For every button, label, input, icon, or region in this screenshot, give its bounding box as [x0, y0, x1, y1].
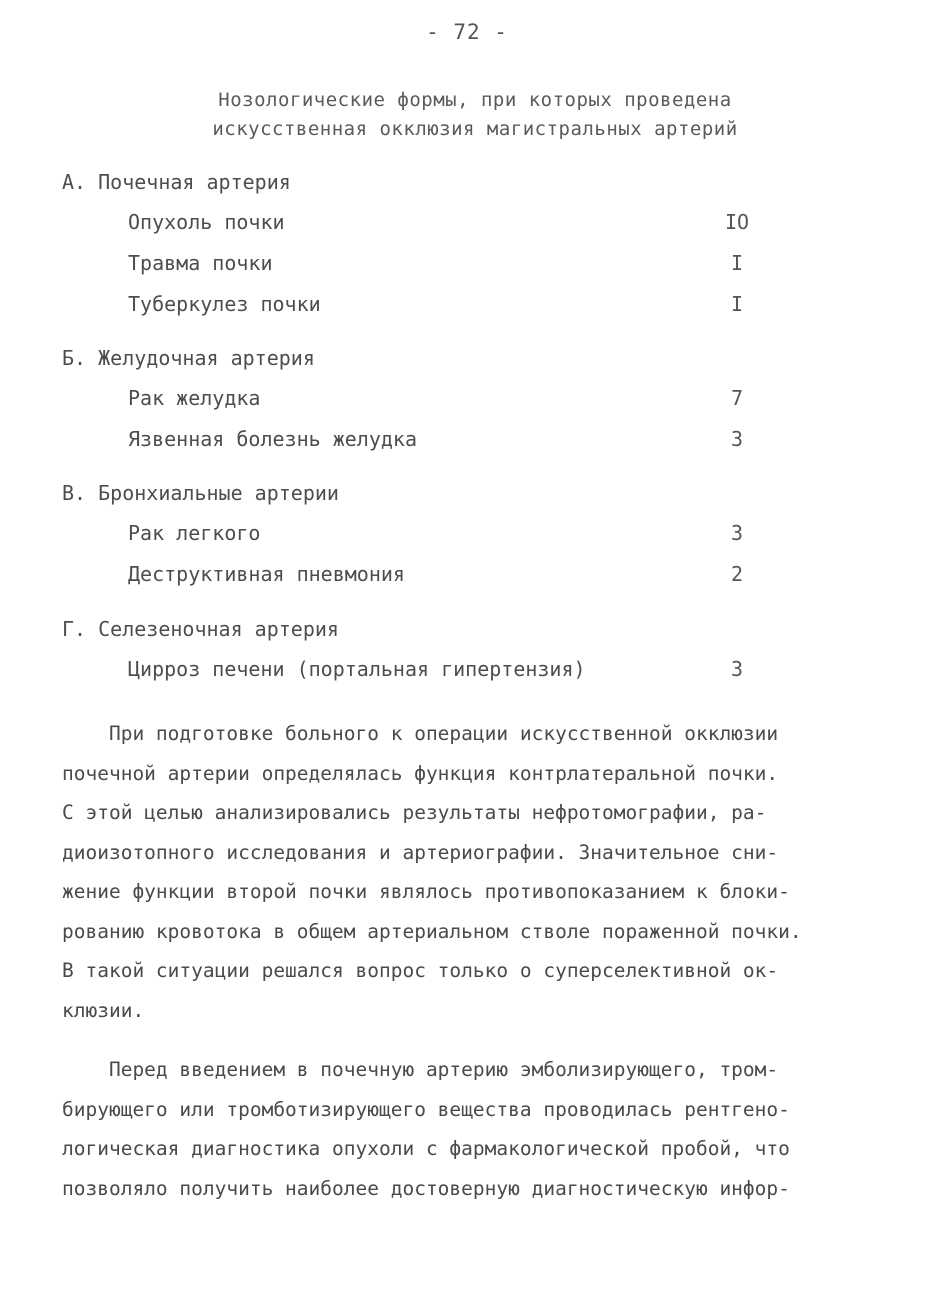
- paragraph-line: рованию кровотока в общем артериальном стволе пораженной почки.: [62, 919, 802, 943]
- item-count: 7: [730, 386, 744, 410]
- title-line-1: Нозологические формы, при которых проведена: [218, 89, 732, 111]
- list-item: [62, 419, 762, 460]
- paragraph-line: При подготовке больного к операции искусственной окклюзии: [62, 722, 779, 745]
- group-splenic-artery: [62, 609, 762, 690]
- item-count: 2: [730, 562, 744, 586]
- paragraph-line: позволяло получить наиболее достоверную диагностическую инфор-: [62, 1176, 790, 1200]
- group-heading: Г. Селезеночная артерия: [62, 617, 339, 641]
- paragraph-line: В такой ситуации решался вопрос только о суперселективной ок-: [62, 959, 779, 982]
- item-count: IO: [724, 210, 750, 234]
- paragraph-line: логическая диагностика опухоли с фармакологической пробой, что: [62, 1137, 790, 1160]
- paragraph-line: клюзии.: [62, 998, 145, 1022]
- list-item: [62, 284, 762, 325]
- list-item: [62, 202, 762, 243]
- item-label: Туберкулез почки: [128, 292, 321, 316]
- paragraph-line: диоизотопного исследования и артериографии. Значительное сни-: [62, 840, 779, 864]
- item-label: Деструктивная пневмония: [128, 562, 405, 586]
- item-count: 3: [730, 521, 744, 545]
- item-count: I: [730, 292, 744, 316]
- group-renal-artery: [62, 162, 762, 325]
- body-paragraph-2: [62, 1050, 862, 1208]
- page-number: - 72 -: [426, 20, 508, 44]
- list-item: [62, 378, 762, 419]
- item-label: Цирроз печени (портальная гипертензия): [128, 657, 586, 681]
- document-title: [150, 86, 800, 144]
- item-count: 3: [730, 657, 744, 681]
- paragraph-line: почечной артерии определялась функция контрлатеральной почки.: [62, 761, 779, 785]
- item-label: Язвенная болезнь желудка: [128, 427, 417, 451]
- group-bronchial-arteries: [62, 473, 762, 595]
- body-paragraph-1: [62, 714, 862, 1030]
- list-item: [62, 554, 762, 595]
- item-label: Рак желудка: [128, 386, 261, 410]
- item-label: Травма почки: [128, 251, 273, 275]
- group-heading: В. Бронхиальные артерии: [62, 481, 339, 505]
- item-count: 3: [730, 427, 744, 451]
- group-gastric-artery: [62, 338, 762, 460]
- paragraph-line: С этой целью анализировались результаты нефротомографии, ра-: [62, 801, 767, 824]
- paragraph-line: Перед введением в почечную артерию эмболизирующего, тром-: [62, 1058, 779, 1081]
- title-line-2: искусственная окклюзия магистральных артерий: [212, 118, 738, 140]
- item-label: Опухоль почки: [128, 210, 285, 234]
- item-count: I: [730, 251, 744, 275]
- group-heading: Б. Желудочная артерия: [62, 346, 315, 370]
- paragraph-line: жение функции второй почки являлось противопоказанием к блоки-: [62, 880, 790, 903]
- list-item: [62, 649, 762, 690]
- list-item: [62, 513, 762, 554]
- group-heading: А. Почечная артерия: [62, 170, 291, 194]
- list-item: [62, 243, 762, 284]
- paragraph-line: бирующего или тромботизирующего вещества проводилась рентгено-: [62, 1097, 790, 1121]
- item-label: Рак легкого: [128, 521, 261, 545]
